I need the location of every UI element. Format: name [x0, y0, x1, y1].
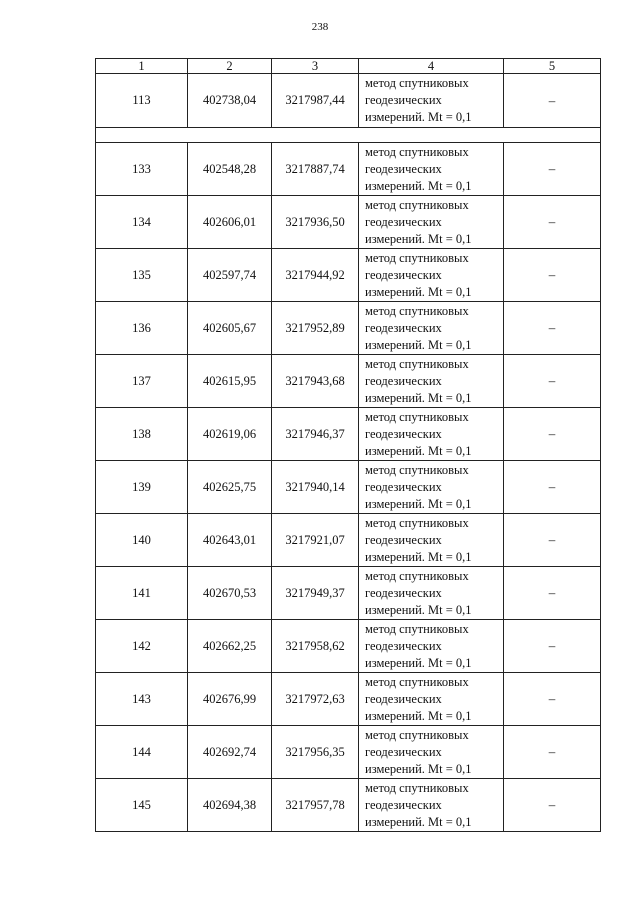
note: –	[504, 673, 601, 726]
coordinate-x: 402670,53	[188, 567, 272, 620]
method-line: метод спутниковых	[365, 76, 469, 90]
method-line: измерений. Mt = 0,1	[365, 337, 472, 352]
coordinate-y: 3217946,37	[272, 408, 359, 461]
coordinate-x: 402694,38	[188, 779, 272, 832]
point-id: 137	[96, 355, 188, 408]
coordinate-y: 3217956,35	[272, 726, 359, 779]
method-line: измерений. Mt = 0,1	[365, 761, 472, 776]
method-line: геодезических	[365, 161, 442, 176]
table-row	[96, 779, 601, 832]
method-line: метод спутниковых	[365, 197, 469, 212]
method-line: геодезических	[365, 585, 442, 600]
point-id: 138	[96, 408, 188, 461]
method-description	[359, 196, 504, 249]
table-row	[96, 673, 601, 726]
column-header-4: 4	[359, 59, 504, 74]
method-description	[359, 302, 504, 355]
method-line: измерений. Mt = 0,1	[365, 110, 472, 124]
table-row	[96, 143, 601, 196]
method-line: геодезических	[365, 267, 442, 282]
method-line: геодезических	[365, 320, 442, 335]
method-line: измерений. Mt = 0,1	[365, 390, 472, 405]
method-line: геодезических	[365, 214, 442, 229]
method-description	[359, 620, 504, 673]
method-line: измерений. Mt = 0,1	[365, 602, 472, 617]
method-description	[359, 726, 504, 779]
coordinate-y: 3217944,92	[272, 249, 359, 302]
coordinate-x: 402738,04	[188, 74, 272, 128]
method-description	[359, 779, 504, 832]
method-line: метод спутниковых	[365, 727, 469, 742]
method-line: геодезических	[365, 797, 442, 812]
method-description	[359, 673, 504, 726]
method-description	[359, 143, 504, 196]
method-line: геодезических	[365, 691, 442, 706]
point-id: 134	[96, 196, 188, 249]
method-description	[359, 461, 504, 514]
coordinate-y: 3217943,68	[272, 355, 359, 408]
method-line: метод спутниковых	[365, 674, 469, 689]
point-id: 142	[96, 620, 188, 673]
method-line: измерений. Mt = 0,1	[365, 708, 472, 723]
table-row	[96, 726, 601, 779]
method-line: метод спутниковых	[365, 409, 469, 424]
coordinate-y: 3217887,74	[272, 143, 359, 196]
coordinate-y: 3217949,37	[272, 567, 359, 620]
method-line: метод спутниковых	[365, 568, 469, 583]
method-line: геодезических	[365, 93, 442, 107]
note: –	[504, 249, 601, 302]
method-line: метод спутниковых	[365, 303, 469, 318]
method-description	[359, 355, 504, 408]
coordinate-y: 3217957,78	[272, 779, 359, 832]
table-row	[96, 196, 601, 249]
table-row	[96, 355, 601, 408]
method-line: геодезических	[365, 744, 442, 759]
coordinate-y: 3217936,50	[272, 196, 359, 249]
coordinate-x: 402605,67	[188, 302, 272, 355]
method-description	[359, 514, 504, 567]
coordinate-x: 402548,28	[188, 143, 272, 196]
method-line: геодезических	[365, 426, 442, 441]
note: –	[504, 355, 601, 408]
coordinate-x: 402643,01	[188, 514, 272, 567]
method-line: метод спутниковых	[365, 621, 469, 636]
coordinate-y: 3217921,07	[272, 514, 359, 567]
method-line: метод спутниковых	[365, 462, 469, 477]
point-id: 145	[96, 779, 188, 832]
table-row	[96, 461, 601, 514]
method-line: измерений. Mt = 0,1	[365, 284, 472, 299]
method-description	[359, 249, 504, 302]
note: –	[504, 196, 601, 249]
note: –	[504, 514, 601, 567]
note: –	[504, 620, 601, 673]
method-line: измерений. Mt = 0,1	[365, 814, 472, 829]
point-id: 139	[96, 461, 188, 514]
table-row	[96, 620, 601, 673]
table-row	[96, 249, 601, 302]
table-row	[96, 74, 601, 128]
note: –	[504, 74, 601, 128]
coordinate-x: 402597,74	[188, 249, 272, 302]
coordinate-x: 402615,95	[188, 355, 272, 408]
coordinate-x: 402676,99	[188, 673, 272, 726]
method-line: метод спутниковых	[365, 515, 469, 530]
method-line: геодезических	[365, 479, 442, 494]
coordinate-y: 3217952,89	[272, 302, 359, 355]
point-id: 144	[96, 726, 188, 779]
method-line: метод спутниковых	[365, 144, 469, 159]
coordinate-y: 3217972,63	[272, 673, 359, 726]
point-id: 143	[96, 673, 188, 726]
method-line: измерений. Mt = 0,1	[365, 655, 472, 670]
method-line: измерений. Mt = 0,1	[365, 443, 472, 458]
column-header-2: 2	[188, 59, 272, 74]
table-row	[96, 408, 601, 461]
table-header-row	[96, 59, 601, 74]
coordinate-x: 402662,25	[188, 620, 272, 673]
coordinate-x: 402625,75	[188, 461, 272, 514]
method-line: измерений. Mt = 0,1	[365, 231, 472, 246]
method-line: измерений. Mt = 0,1	[365, 549, 472, 564]
point-id: 141	[96, 567, 188, 620]
coordinate-x: 402606,01	[188, 196, 272, 249]
coordinate-y: 3217987,44	[272, 74, 359, 128]
column-header-3: 3	[272, 59, 359, 74]
coordinate-x: 402619,06	[188, 408, 272, 461]
point-id: 133	[96, 143, 188, 196]
note: –	[504, 408, 601, 461]
coordinates-table	[95, 58, 601, 832]
point-id: 113	[96, 74, 188, 128]
table-row	[96, 514, 601, 567]
method-description	[359, 408, 504, 461]
point-id: 136	[96, 302, 188, 355]
method-description	[359, 74, 504, 128]
note: –	[504, 726, 601, 779]
note: –	[504, 461, 601, 514]
column-header-1: 1	[96, 59, 188, 74]
method-line: геодезических	[365, 532, 442, 547]
table-row	[96, 567, 601, 620]
method-description	[359, 567, 504, 620]
method-line: геодезических	[365, 638, 442, 653]
table-row	[96, 302, 601, 355]
coordinate-y: 3217958,62	[272, 620, 359, 673]
column-header-5: 5	[504, 59, 601, 74]
page-number: 238	[311, 21, 329, 33]
note: –	[504, 779, 601, 832]
point-id: 135	[96, 249, 188, 302]
table-gap-row	[96, 128, 601, 143]
gap-cell	[96, 128, 601, 143]
method-line: геодезических	[365, 373, 442, 388]
note: –	[504, 567, 601, 620]
coordinate-y: 3217940,14	[272, 461, 359, 514]
method-line: измерений. Mt = 0,1	[365, 496, 472, 511]
method-line: метод спутниковых	[365, 250, 469, 265]
note: –	[504, 302, 601, 355]
coordinate-x: 402692,74	[188, 726, 272, 779]
method-line: метод спутниковых	[365, 356, 469, 371]
point-id: 140	[96, 514, 188, 567]
method-line: измерений. Mt = 0,1	[365, 178, 472, 193]
method-line: метод спутниковых	[365, 780, 469, 795]
note: –	[504, 143, 601, 196]
